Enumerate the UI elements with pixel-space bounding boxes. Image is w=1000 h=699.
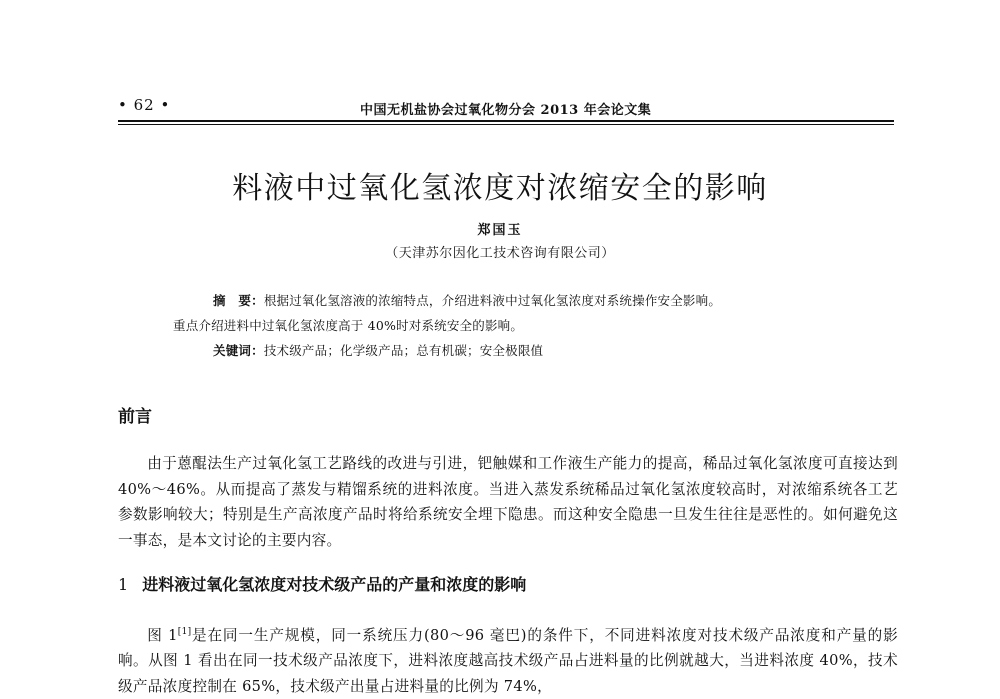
section-1-text xyxy=(118,620,898,699)
abstract-label: 摘 要： xyxy=(213,293,264,308)
header-rule-thin xyxy=(118,124,894,125)
header-rule-thick xyxy=(118,120,894,122)
preface-text: 由于蒽醌法生产过氧化氢工艺路线的改进与引进，钯触媒和工作液生产能力的提高，稀品过氧化氢浓度可直接达到 40%～46%。从而提高了蒸发与精馏系统的进料浓度。当进入蒸发系统稀品过氧化氢浓度较高时，对浓缩系统各工艺参数影响较大；特别是生产高浓度产品时将给系统安全埋下隐患。而这种安全隐患一旦发生往往是恶性的。如何避免这一事态，是本文讨论的主要内容。 xyxy=(118,455,898,549)
abstract-text-1: 根据过氧化氢溶液的浓缩特点，介绍进料液中过氧化氢浓度对系统操作安全影响。 xyxy=(263,293,722,308)
fig-ref-text: 图 1 xyxy=(147,626,178,644)
section-title: 进料液过氧化氢浓度对技术级产品的产量和浓度的影响 xyxy=(142,575,527,594)
keywords-text: 技术级产品；化学级产品；总有机碳；安全极限值 xyxy=(263,343,544,358)
abstract-line-2: 重点介绍进料中过氧化氢浓度高于 40%时对系统安全的影响。 xyxy=(173,318,524,333)
section-heading-preface: 前言 xyxy=(118,407,152,427)
section-heading-1 xyxy=(118,572,526,595)
author: 郑国玉 xyxy=(477,223,523,238)
citation-ref: [1] xyxy=(177,627,192,637)
affiliation: （天津苏尔因化工技术咨询有限公司） xyxy=(385,246,615,261)
section-1-paragraph xyxy=(118,620,898,699)
preface-paragraph xyxy=(118,451,898,553)
section-1-body: 是在同一生产规模，同一系统压力(80～96 毫巴)的条件下，不同进料浓度对技术级产品浓度和产量的影响。从图 1 看出在同一技术级产品浓度下，进料浓度越高技术级产品占进料量的比例就越大，当进料浓度 40%，技术级产品浓度控制在 65%，技术级产出量占进料量的比例为 74%， xyxy=(118,626,899,695)
journal-header: 中国无机盐协会过氧化物分会 2013 年会论文集 xyxy=(360,103,652,118)
article-title: 料液中过氧化氢浓度对浓缩安全的影响 xyxy=(232,171,768,206)
section-number: 1 xyxy=(118,575,129,594)
keywords-label: 关键词： xyxy=(213,343,264,358)
page-number: • 62 • xyxy=(118,96,171,114)
keywords-line xyxy=(213,341,543,359)
abstract-line-1 xyxy=(213,291,721,309)
